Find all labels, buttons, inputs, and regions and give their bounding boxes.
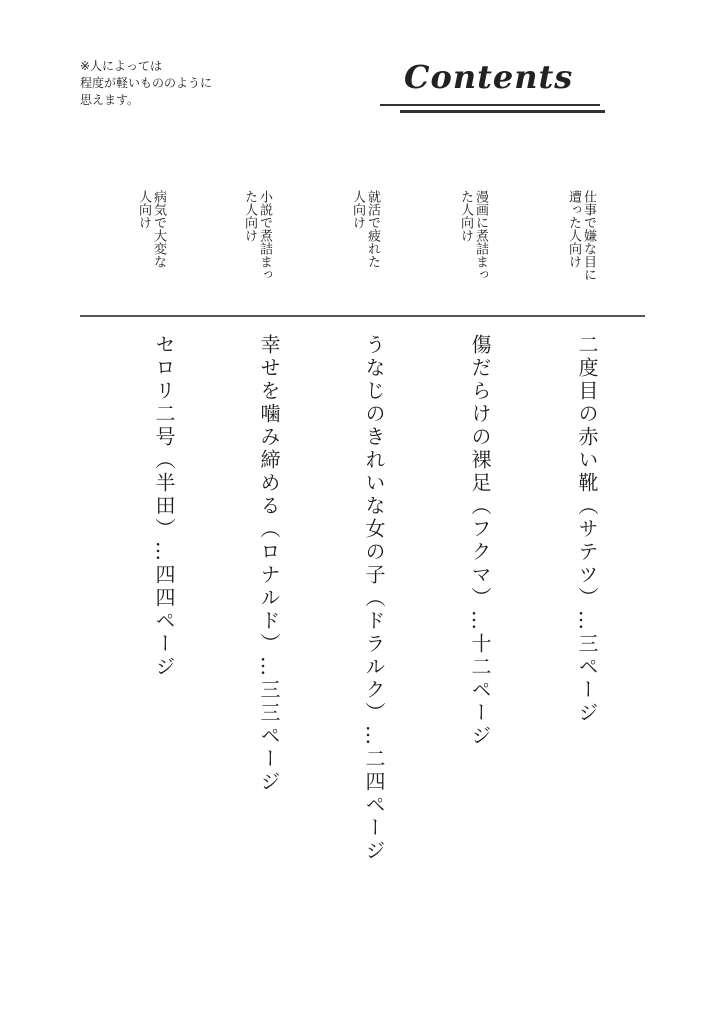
page-title: Contents: [404, 58, 574, 96]
note-line: 思えます。: [80, 93, 140, 107]
note-line: ※人によっては: [80, 59, 163, 73]
note-line: 程度が軽いもののように: [80, 76, 213, 90]
toc-entry: 傷だらけの裸足（フクマ）…十二ページ: [468, 334, 492, 748]
disclaimer-note: [80, 58, 260, 109]
audience-label: 就活で疲れた 人向け: [350, 190, 380, 268]
title-underline: [400, 110, 605, 113]
toc-entry: 二度目の赤い靴（サテツ）…三ページ: [575, 334, 599, 725]
section-divider: [80, 315, 645, 317]
audience-label: 漫画に煮詰まっ た人向け: [458, 190, 488, 281]
audience-label: 仕事で嫌な目に 遭った人向け: [566, 190, 596, 281]
title-underline: [380, 104, 600, 106]
toc-entry: 幸せを噛み締める（ロナルド）…三三ページ: [257, 334, 281, 794]
audience-label: 病気で大変な 人向け: [136, 190, 166, 268]
audience-label: 小説で煮詰まっ た人向け: [242, 190, 272, 281]
toc-entry: セロリ二号（半田）…四四ページ: [152, 334, 176, 679]
toc-entry: うなじのきれいな女の子（ドラルク）…二四ページ: [362, 334, 386, 863]
